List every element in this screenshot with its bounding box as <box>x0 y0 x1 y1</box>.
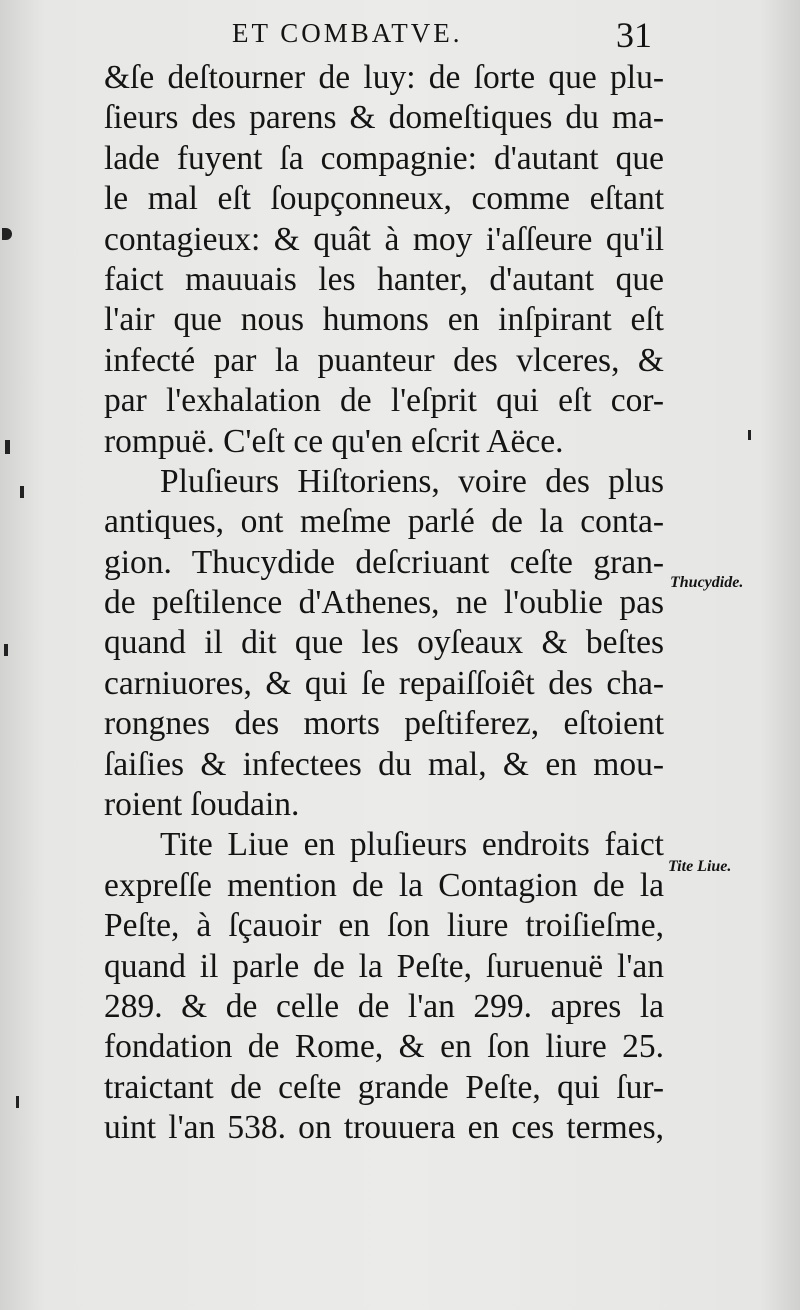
text-line: fondation de Rome, & en ſon liure 25. <box>104 1028 664 1066</box>
text-line: par l'exhalation de l'eſprit qui eſt cor- <box>104 382 664 420</box>
paragraph-start-line: Tite Liue en pluſieurs endroits faict <box>160 826 664 864</box>
body-text <box>104 58 664 1149</box>
text-line: ſaiſies & infectees du mal, & en mou- <box>104 745 664 783</box>
gutter-speck <box>20 486 24 498</box>
gutter-speck <box>5 440 10 454</box>
text-line: de peſtilence d'Athenes, ne l'oublie pas <box>104 584 664 622</box>
text-line: rongnes des morts peſtiferez, eſtoient <box>104 705 664 743</box>
text-line: traictant de ceſte grande Peſte, qui ſur- <box>104 1068 664 1106</box>
text-line: uint l'an 538. on trouuera en ces termes, <box>104 1109 664 1147</box>
gutter-speck <box>2 228 12 240</box>
text-line: 289. & de celle de l'an 299. apres la <box>104 987 664 1025</box>
text-line: expreſſe mention de la Contagion de la <box>104 866 664 904</box>
page-header <box>0 14 800 54</box>
text-line: faict mauuais les hanter, d'autant que <box>104 260 664 298</box>
text-line: &ſe deſtourner de luy: de ſorte que plu- <box>104 59 664 96</box>
text-line: lade fuyent ſa compagnie: d'autant que <box>104 139 664 177</box>
text-line: Peſte, à ſçauoir en ſon liure troiſieſme, <box>104 907 664 945</box>
margin-note-tite-liue: Tite Liue. <box>668 858 732 875</box>
gutter-speck <box>4 644 8 656</box>
text-line: gion. Thucydide deſcriuant ceſte gran- <box>104 543 664 581</box>
text-line: l'air que nous humons en inſpirant eſt <box>104 301 664 339</box>
margin-note-thucydide: Thucydide. <box>670 574 744 591</box>
margin-speck <box>748 430 751 440</box>
page-number: 31 <box>616 15 652 55</box>
paragraph-start-line: Pluſieurs Hiſtoriens, voire des plus <box>160 462 664 500</box>
text-line: rompuë. C'eſt ce qu'en eſcrit Aëce. <box>104 422 564 460</box>
text-line: infecté par la puanteur des vlceres, & <box>104 341 664 379</box>
text-line: antiques, ont meſme parlé de la conta- <box>104 503 664 541</box>
running-head: ET COMBATVE. <box>232 18 463 48</box>
text-line: quand il dit que les oyſeaux & beſtes <box>104 624 664 662</box>
text-line: ſieurs des parens & domeſtiques du ma- <box>104 99 664 137</box>
text-line: le mal eſt ſoupçonneux, comme eſtant <box>104 180 664 218</box>
gutter-speck <box>16 1096 19 1108</box>
text-line: quand il parle de la Peſte, ſuruenuë l'an <box>104 947 664 985</box>
text-line: carniuores, & qui ſe repaiſſoiêt des cha- <box>104 664 664 702</box>
text-line: roient ſoudain. <box>104 786 300 824</box>
text-line: contagieux: & quât à moy i'aſſeure qu'il <box>104 220 664 258</box>
